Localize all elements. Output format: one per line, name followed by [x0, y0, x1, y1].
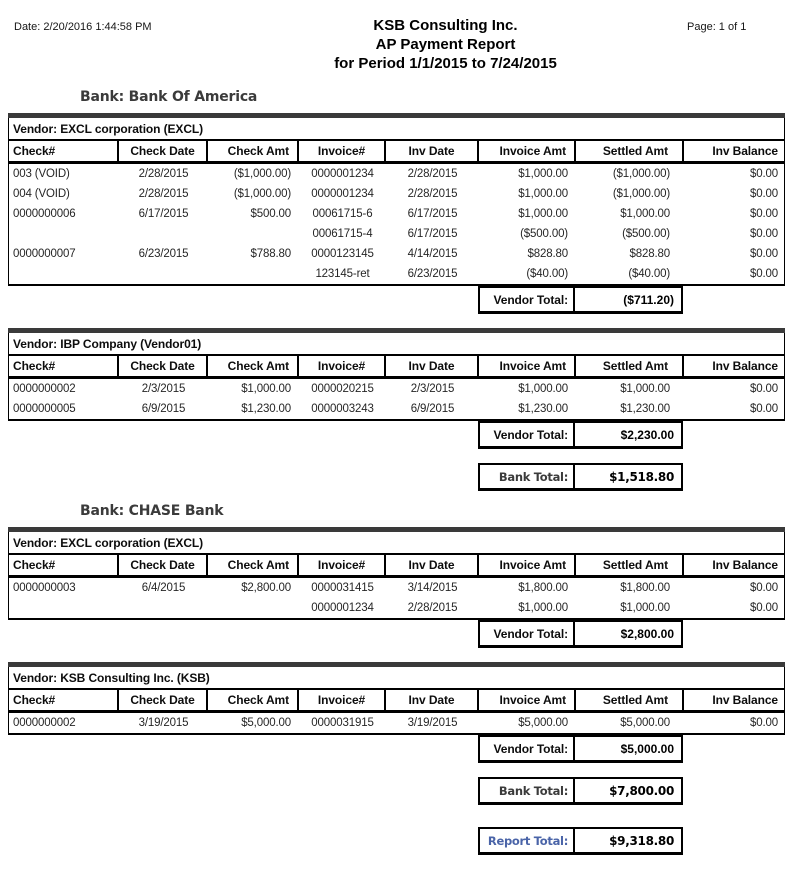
column-header: Settled Amt	[576, 356, 684, 376]
column-header: Check Date	[119, 141, 208, 161]
vendor-total	[478, 735, 683, 763]
column-header: Invoice#	[299, 555, 386, 575]
table-cell: 0000000005	[13, 403, 76, 415]
table-rows	[8, 379, 785, 421]
report-total	[478, 827, 683, 855]
vendor-table	[8, 662, 785, 763]
column-header: Settled Amt	[576, 141, 684, 161]
table-cell	[9, 224, 119, 244]
table-cell: 6/9/2015	[410, 403, 455, 415]
vendor-total	[478, 286, 683, 314]
table-cell: 2/28/2015	[407, 188, 458, 200]
vendor-name: Vendor: EXCL corporation (EXCL)	[8, 118, 785, 141]
table-cell: 123145-ret	[315, 268, 370, 280]
vendor-total-label: Vendor Total:	[480, 288, 575, 311]
table-cell: $1,800.00	[518, 582, 568, 594]
table-row	[9, 598, 784, 618]
column-header: Check Date	[119, 356, 208, 376]
table-row	[9, 244, 784, 264]
table-cell: 00061715-6	[312, 208, 373, 220]
table-cell: 0000000007	[13, 248, 76, 260]
table-cell: $1,800.00	[620, 582, 670, 594]
column-header: Invoice#	[299, 141, 386, 161]
table-cell: 6/23/2015	[138, 248, 189, 260]
table-cell: $1,230.00	[241, 403, 291, 415]
table-cell: 6/4/2015	[141, 582, 186, 594]
table-row	[9, 204, 784, 224]
table-cell: 0000031915	[311, 717, 374, 729]
table-cell: 3/14/2015	[407, 582, 458, 594]
bank-total-label: Bank Total:	[480, 465, 575, 488]
vendor-total-value: ($711.20)	[623, 293, 674, 307]
table-cell: $0.00	[749, 403, 778, 415]
table-cell: $5,000.00	[620, 717, 670, 729]
table-cell: $1,000.00	[518, 208, 568, 220]
table-row	[9, 713, 784, 733]
table-cell: 6/17/2015	[407, 228, 458, 240]
table-cell: 6/17/2015	[138, 208, 189, 220]
page-number: Page: 1 of 1	[687, 21, 747, 33]
table-cell: $828.80	[527, 248, 568, 260]
report-header	[0, 0, 791, 73]
table-cell: ($1,000.00)	[233, 188, 291, 200]
column-header: Check Date	[119, 555, 208, 575]
table-cell: $0.00	[749, 228, 778, 240]
table-cell	[119, 264, 208, 284]
column-header: Inv Date	[386, 141, 479, 161]
column-header: Inv Balance	[712, 144, 778, 158]
column-header: Check#	[9, 555, 119, 575]
table-cell: $0.00	[749, 383, 778, 395]
column-header-row	[8, 690, 785, 713]
table-cell: 0000020215	[311, 383, 374, 395]
report-title	[204, 16, 687, 73]
column-header: Check#	[9, 690, 119, 710]
column-header: Check Amt	[208, 690, 299, 710]
table-cell: $1,000.00	[518, 188, 568, 200]
column-header: Inv Date	[386, 690, 479, 710]
table-cell: $788.80	[250, 248, 291, 260]
column-header: Invoice Amt	[479, 141, 576, 161]
column-header: Check Amt	[208, 555, 299, 575]
table-row	[9, 399, 784, 419]
table-cell: $0.00	[749, 582, 778, 594]
vendor-total-label: Vendor Total:	[480, 622, 575, 645]
table-cell: 0000001234	[311, 188, 374, 200]
table-cell: $1,000.00	[620, 383, 670, 395]
table-cell	[208, 264, 299, 284]
table-cell: 0000000003	[13, 582, 76, 594]
vendor-total-value: $2,800.00	[620, 627, 674, 641]
table-cell: 6/17/2015	[407, 208, 458, 220]
column-header: Invoice#	[299, 356, 386, 376]
table-cell: 0000001234	[311, 168, 374, 180]
report-title-name: AP Payment Report	[375, 36, 516, 53]
table-cell: 2/3/2015	[141, 383, 186, 395]
report-title-company: KSB Consulting Inc.	[373, 17, 518, 34]
table-cell: $500.00	[250, 208, 291, 220]
table-cell: 2/28/2015	[138, 188, 189, 200]
bank-total-value: $7,800.00	[609, 784, 674, 798]
table-cell	[9, 598, 119, 618]
table-row	[9, 164, 784, 184]
table-row	[9, 379, 784, 399]
table-cell	[208, 598, 299, 618]
table-cell: 0000001234	[311, 602, 374, 614]
bank-total	[478, 777, 683, 805]
table-cell: 2/28/2015	[407, 602, 458, 614]
table-cell: 0000000002	[13, 717, 76, 729]
table-cell: $1,000.00	[518, 602, 568, 614]
table-cell: ($40.00)	[628, 268, 670, 280]
table-cell	[208, 224, 299, 244]
table-cell: 0000000006	[13, 208, 76, 220]
table-cell: $0.00	[749, 188, 778, 200]
table-cell	[119, 224, 208, 244]
vendor-total	[478, 421, 683, 449]
column-header: Invoice Amt	[479, 356, 576, 376]
report-title-period: for Period 1/1/2015 to 7/24/2015	[334, 55, 557, 72]
column-header: Inv Date	[386, 555, 479, 575]
vendor-total-value: $5,000.00	[620, 742, 674, 756]
table-cell: ($1,000.00)	[612, 168, 670, 180]
column-header: Check#	[9, 141, 119, 161]
column-header-row	[8, 141, 785, 164]
report-total-value: $9,318.80	[609, 834, 674, 848]
table-cell: 004 (VOID)	[13, 188, 70, 200]
bank-total	[478, 463, 683, 491]
table-cell: 2/28/2015	[407, 168, 458, 180]
bank-total-value: $1,518.80	[609, 470, 674, 484]
vendor-table	[8, 113, 785, 314]
table-cell: ($40.00)	[526, 268, 568, 280]
table-row	[9, 578, 784, 598]
vendor-total-value: $2,230.00	[620, 428, 674, 442]
column-header: Invoice Amt	[479, 555, 576, 575]
report-date: Date: 2/20/2016 1:44:58 PM	[14, 21, 152, 33]
column-header: Inv Balance	[712, 558, 778, 572]
table-cell: ($500.00)	[622, 228, 670, 240]
table-cell: 2/28/2015	[138, 168, 189, 180]
table-cell: 0000123145	[311, 248, 374, 260]
table-row	[9, 264, 784, 284]
vendor-total-label: Vendor Total:	[480, 423, 575, 446]
table-cell: $0.00	[749, 248, 778, 260]
column-header: Check#	[9, 356, 119, 376]
table-cell: $5,000.00	[241, 717, 291, 729]
vendor-name: Vendor: KSB Consulting Inc. (KSB)	[8, 667, 785, 690]
table-cell: $0.00	[749, 268, 778, 280]
table-cell: $2,800.00	[241, 582, 291, 594]
table-cell: 6/23/2015	[407, 268, 458, 280]
bank-total-label: Bank Total:	[480, 779, 575, 802]
table-cell: ($1,000.00)	[612, 188, 670, 200]
vendor-name: Vendor: IBP Company (Vendor01)	[8, 333, 785, 356]
table-row	[9, 224, 784, 244]
column-header: Invoice#	[299, 690, 386, 710]
table-cell: 0000000002	[13, 383, 76, 395]
column-header: Invoice Amt	[479, 690, 576, 710]
table-cell: 3/19/2015	[138, 717, 189, 729]
vendor-total-label: Vendor Total:	[480, 737, 575, 760]
table-row	[9, 184, 784, 204]
table-cell: 6/9/2015	[141, 403, 186, 415]
vendor-name: Vendor: EXCL corporation (EXCL)	[8, 532, 785, 555]
table-cell	[119, 598, 208, 618]
table-cell: 0000031415	[311, 582, 374, 594]
table-rows	[8, 578, 785, 620]
column-header: Inv Balance	[712, 359, 778, 373]
vendor-table	[8, 527, 785, 648]
table-cell: $0.00	[749, 717, 778, 729]
table-cell: $1,000.00	[241, 383, 291, 395]
vendor-table	[8, 328, 785, 449]
table-cell: 003 (VOID)	[13, 168, 70, 180]
column-header: Settled Amt	[576, 690, 684, 710]
table-cell	[9, 264, 119, 284]
table-cell: $0.00	[749, 168, 778, 180]
report-body	[0, 89, 791, 855]
table-cell: 00061715-4	[312, 228, 373, 240]
table-cell: 4/14/2015	[407, 248, 458, 260]
bank-heading: Bank: Bank Of America	[80, 89, 258, 105]
report-total-label: Report Total:	[480, 829, 575, 852]
bank-heading: Bank: CHASE Bank	[80, 503, 224, 519]
table-rows	[8, 164, 785, 286]
column-header-row	[8, 356, 785, 379]
table-cell: 0000003243	[311, 403, 374, 415]
table-cell: $1,000.00	[620, 208, 670, 220]
table-cell: $1,230.00	[518, 403, 568, 415]
table-cell: $1,230.00	[620, 403, 670, 415]
column-header: Check Amt	[208, 141, 299, 161]
table-cell: 3/19/2015	[407, 717, 458, 729]
table-cell: $0.00	[749, 602, 778, 614]
table-cell: $1,000.00	[518, 168, 568, 180]
table-cell: ($1,000.00)	[233, 168, 291, 180]
column-header: Settled Amt	[576, 555, 684, 575]
table-rows	[8, 713, 785, 735]
column-header: Inv Balance	[712, 693, 778, 707]
vendor-total	[478, 620, 683, 648]
table-cell: ($500.00)	[520, 228, 568, 240]
table-cell: 2/3/2015	[410, 383, 455, 395]
column-header: Check Date	[119, 690, 208, 710]
table-cell: $828.80	[629, 248, 670, 260]
table-cell: $1,000.00	[518, 383, 568, 395]
column-header: Check Amt	[208, 356, 299, 376]
table-cell: $5,000.00	[518, 717, 568, 729]
column-header-row	[8, 555, 785, 578]
table-cell: $1,000.00	[620, 602, 670, 614]
table-cell: $0.00	[749, 208, 778, 220]
column-header: Inv Date	[386, 356, 479, 376]
